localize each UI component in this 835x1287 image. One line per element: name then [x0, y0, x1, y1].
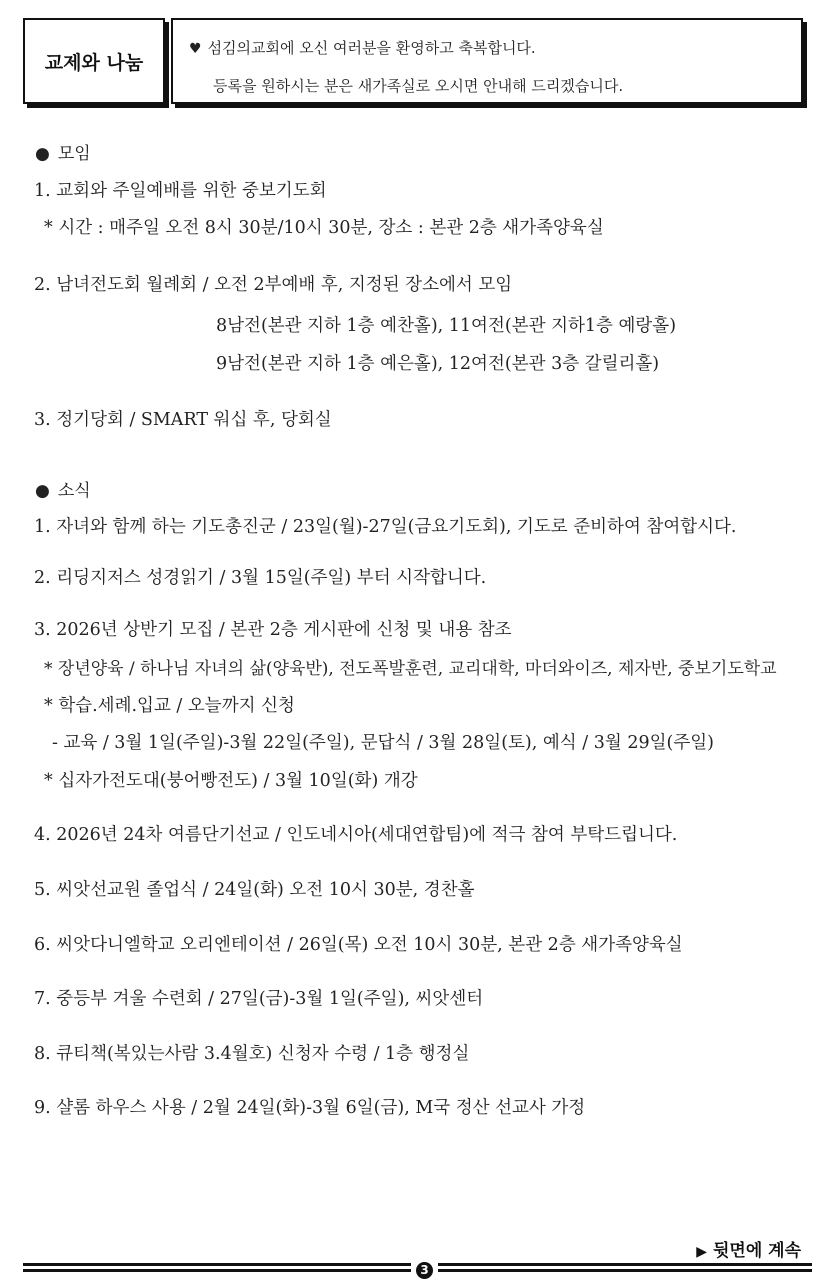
news-item: * 학습.세례.입교 / 오늘까지 신청	[44, 696, 295, 716]
continue-label	[696, 1236, 801, 1261]
meeting-item: * 시간 : 매주일 오전 8시 30분/10시 30분, 장소 : 본관 2층 새가족양육실	[44, 218, 604, 238]
welcome-text-2: 등록을 원하시는 분은 새가족실로 오시면 안내해 드리겠습니다.	[213, 77, 624, 95]
meeting-item: 2. 남녀전도회 월례회 / 오전 2부예배 후, 지정된 장소에서 모임	[34, 275, 513, 295]
continue-text: 뒷면에 계속	[712, 1241, 801, 1261]
news-item: 9. 샬롬 하우스 사용 / 2월 24일(화)-3월 6일(금), M국 정산 선교사 가정	[34, 1098, 586, 1118]
triangle-right-icon: ▶	[696, 1244, 707, 1260]
welcome-line-1	[189, 37, 536, 58]
news-item: 1. 자녀와 함께 하는 기도총진군 / 23일(월)-27일(금요기도회), 기도로 준비하여 참여합시다.	[34, 517, 737, 537]
footer-rule-right	[438, 1263, 812, 1272]
footer-rule-left	[23, 1263, 411, 1272]
meeting-item: 8남전(본관 지하 1층 예찬홀), 11여전(본관 지하1층 예랑홀)	[216, 316, 677, 336]
section-title: 교제와 나눔	[44, 51, 144, 74]
news-item: 3. 2026년 상반기 모집 / 본관 2층 게시판에 신청 및 내용 참조	[34, 620, 512, 640]
meetings-heading-label: 모임	[57, 144, 91, 164]
news-item: 5. 씨앗선교원 졸업식 / 24일(화) 오전 10시 30분, 경찬홀	[34, 880, 475, 900]
section-title-box	[23, 18, 165, 104]
meeting-item: 3. 정기당회 / SMART 워십 후, 당회실	[34, 410, 332, 430]
news-item: * 십자가전도대(붕어빵전도) / 3월 10일(화) 개강	[44, 771, 418, 791]
heart-icon: ♥	[189, 41, 202, 57]
news-item: - 교육 / 3월 1일(주일)-3월 22일(주일), 문답식 / 3월 28일(토), 예식 / 3월 29일(주일)	[52, 733, 714, 753]
meeting-item: 1. 교회와 주일예배를 위한 중보기도회	[34, 181, 327, 201]
meeting-item: 9남전(본관 지하 1층 예은홀), 12여전(본관 3층 갈릴리홀)	[216, 354, 660, 374]
news-heading-label: 소식	[57, 481, 91, 501]
welcome-text-1: 섬김의교회에 오신 여러분을 환영하고 축복합니다.	[207, 39, 536, 57]
news-item: 7. 중등부 겨울 수련회 / 27일(금)-3월 1일(주일), 씨앗센터	[34, 989, 484, 1009]
bullet-icon: ●	[35, 481, 50, 501]
news-item: 2. 리딩지저스 성경읽기 / 3월 15일(주일) 부터 시작합니다.	[34, 568, 487, 588]
bullet-icon: ●	[35, 144, 50, 164]
news-item: 4. 2026년 24차 여름단기선교 / 인도네시아(세대연합팀)에 적극 참여 부탁드립니다.	[34, 825, 678, 845]
page-number: 3	[416, 1262, 433, 1279]
meetings-heading	[35, 139, 91, 164]
news-heading	[35, 476, 91, 501]
welcome-box	[171, 18, 803, 104]
news-item: 8. 큐티책(복있는사람 3.4월호) 신청자 수령 / 1층 행정실	[34, 1044, 470, 1064]
news-item: * 장년양육 / 하나님 자녀의 삶(양육반), 전도폭발훈련, 교리대학, 마더와이즈, 제자반, 중보기도학교	[44, 659, 777, 679]
news-item: 6. 씨앗다니엘학교 오리엔테이션 / 26일(목) 오전 10시 30분, 본관 2층 새가족양육실	[34, 935, 683, 955]
